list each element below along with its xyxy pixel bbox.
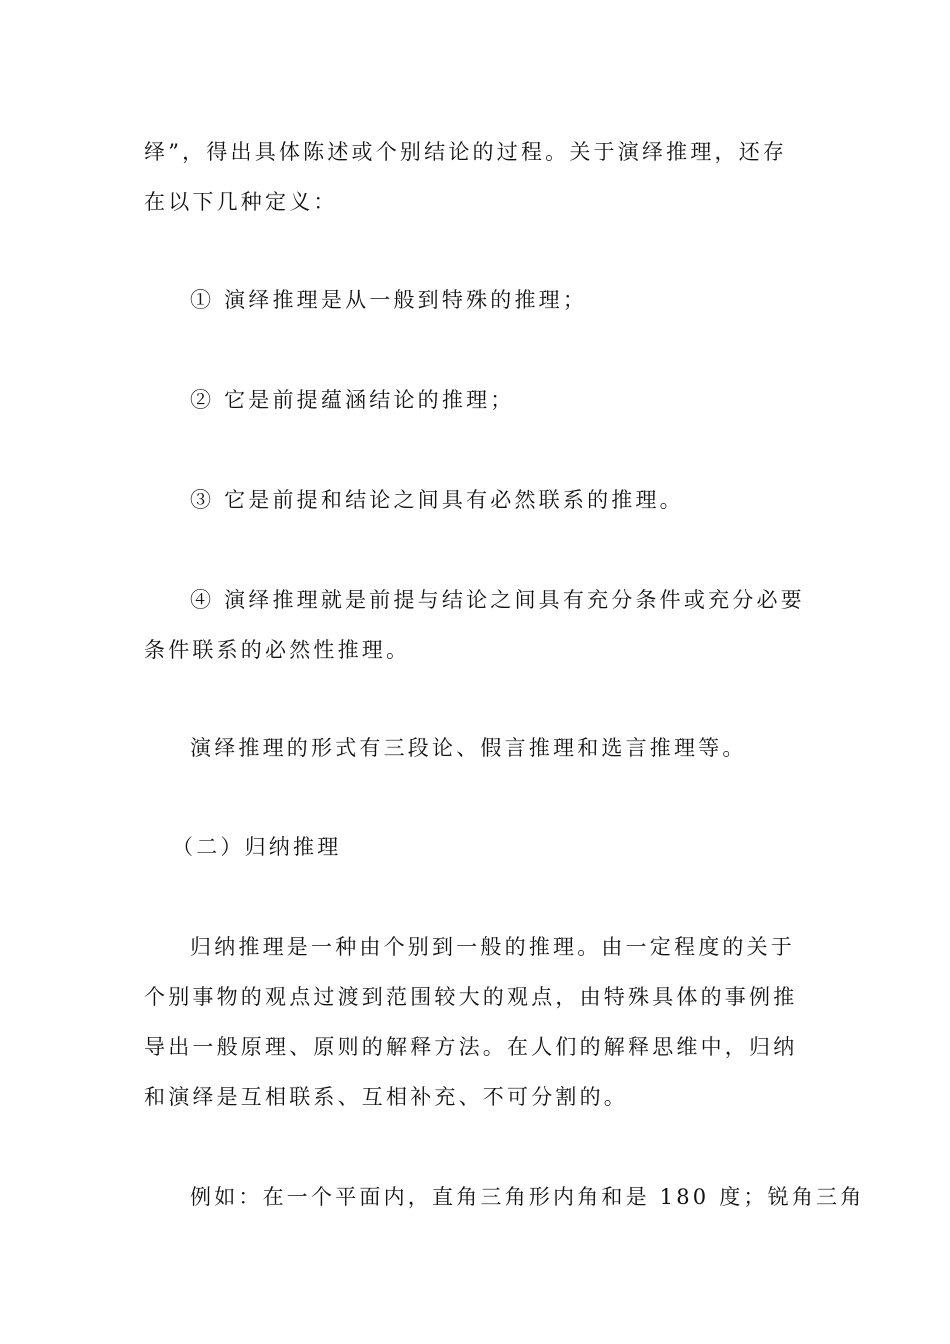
paragraph-definition-2: ② 它是前提蕴涵结论的推理；: [190, 388, 515, 412]
paragraph-forms: 演绎推理的形式有三段论、假言推理和选言推理等。: [190, 736, 747, 760]
paragraph-definition-1: ① 演绎推理是从一般到特殊的推理；: [190, 288, 588, 312]
paragraph-definition-4: ④ 演绎推理就是前提与结论之间具有充分条件或充分必要条件联系的必然性推理。: [144, 588, 805, 662]
paragraph-example: 例如：在一个平面内，直角三角形内角和是 180 度；锐角三角: [190, 1185, 865, 1209]
paragraph-induction: 归纳推理是一种由个别到一般的推理。由一定程度的关于个别事物的观点过渡到范围较大的观点，由特殊具体的事例推导出一般原理、原则的解释方法。在人们的解释思维中，归纳和演绎是互相联系、互相补充、不可分割的。: [144, 935, 798, 1109]
paragraph-continuation: 绎”，得出具体陈述或个别结论的过程。关于演绎推理，还存在以下几种定义：: [144, 140, 788, 214]
paragraph-definition-3: ③ 它是前提和结论之间具有必然联系的推理。: [190, 488, 684, 512]
section-heading: （二）归纳推理: [172, 835, 342, 859]
